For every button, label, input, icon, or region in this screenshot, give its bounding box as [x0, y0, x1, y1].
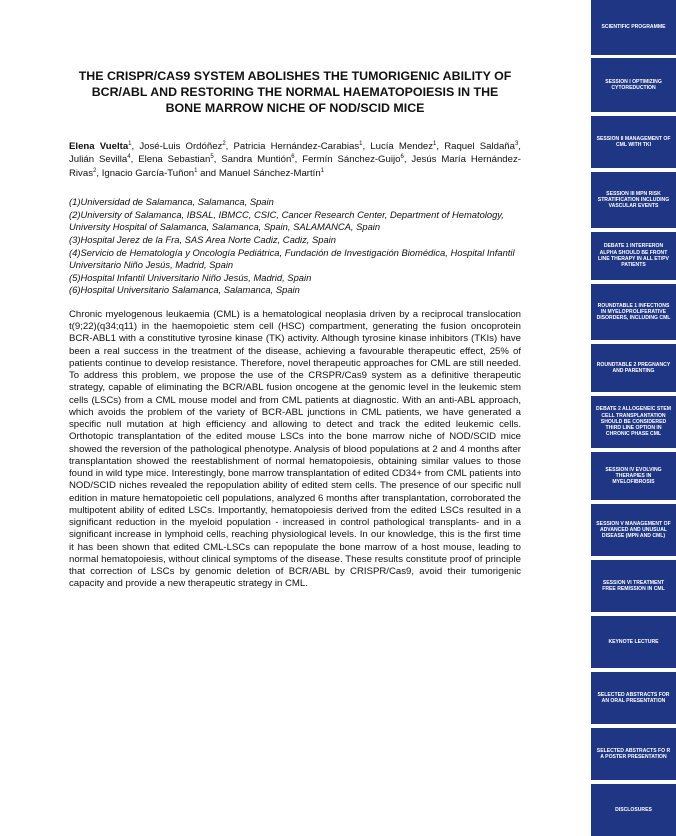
author-affiliation-number: 6 [291, 154, 295, 161]
nav-item-label: SESSION V MANAGEMENT OF ADVANCED AND UNUSUAL DISEASE (MPN AND CML) [596, 520, 671, 540]
author-separator: , [403, 154, 412, 166]
article [69, 68, 521, 591]
abstract-text: Chronic myelogenous leukaemia (CML) is a hematological neoplasia driven by a reciprocal translocation t(9;22)(q34;q11) in the haemopoietic stem cell (HSC) compartment, generating the fusion oncoprotein BCR-ABL1 with a constitutive tyrosine kinase (TK) activity. Although tyrosine kinase inhibitors (TKIs) have been a real success in the treatment of the disease, achieving a favourable therapeutic effect, 25% of patients continue to develop resistance. Therefore, novel therapeutic approaches for CML are still needed. To address this problem, we propose the use of the CRSPR/Cas9 system as a definitive therapeutic strategy, capable of eliminating the BCR/ABL fusion oncogene at the genomic level in the leukemic stem cells (LSCs) from a CML mouse model and from CML patients at diagnostic. With an anti-ABL approach, which avoids the problem of the variety of BCR-ABL junctions in CML patients, we have generated a specific null mutation at high efficiency and allowing to detect and track the edited leukemic cells. Orthotopic transplantation of the edited mouse LSCs into the bone marrow niche of NOD/SCID mice showed the reversion of the pathological phenotype. Analysis of blood populations at 2 and 4 months after transplantation showed the reestablishment of normal hematopoiesis, obtaining similar values to those found in wild type mice. Interestingly, bone marrow transplantation of edited CD34+ from CML patients into NOD/SCID niches revealed the repopulation ability of edited stem cells. The presence of our specific null edition in mature hematopoietic cell populations, analyzed 6 months after transplantation, corroborated the multipotent ability of edited LSCs. Importantly, hematopoiesis derived from the edited LSCs resulted in a significant reduction in the myeloid population - increased in control pathological transplants- and in a significant increase in lymphoid cells, reaching physiological levels. In our knowledge, this is the first time it has been shown that edited CML-LSCs can repopulate the bone marrow of a host mouse, leading to normal hematopoiesis, without clinical symptoms of the disease. These results constitute proof of principle that correction of LSCs by genomic deletion of BCR/ABL by CRISPR/Cas9, avoid their tumorigenic capacity and provide a new therapeutic strategy in CML. [69, 308, 521, 590]
author [219, 168, 324, 179]
nav-item-label: ROUNDTABLE 1 INFECTIONS IN MYELOPROLIFERATIVE DISORDERS, INCLUDING CML [596, 302, 671, 322]
nav-item-keynote-lecture[interactable] [591, 616, 676, 668]
author [221, 154, 294, 165]
author-name: Jesús María Hernández-Rivas [69, 154, 521, 179]
author-affiliation-number: 4 [127, 154, 131, 161]
nav-item-label: SESSION II MANAGEMENT OF CML WITH TKI [596, 135, 671, 148]
nav-item-session-iii-mpn-risk-stratification-including-vascular-events[interactable] [591, 172, 676, 228]
author-name: Fermín Sánchez-Guijo [302, 154, 401, 166]
author-name: Patricia Hernández-Carabias [233, 141, 360, 152]
author-name: Elena Sebastian [138, 154, 211, 166]
nav-item-label: KEYNOTE LECTURE [608, 638, 659, 645]
nav-item-label: DISCLOSURES [615, 806, 652, 813]
article-title: THE CRISPR/CAS9 SYSTEM ABOLISHES THE TUMORIGENIC ABILITY OF BCR/ABL AND RESTORING THE NORMAL HAEMATOPOIESIS IN THE BONE MARROW NICHE OF NOD/SCID MICE [78, 69, 512, 115]
nav-item-roundtable-2-pregnancy-and-parenting[interactable] [591, 344, 676, 392]
author [139, 141, 225, 152]
nav-item-debate-2-allogeneic-stem-cell-transplantation-should-be-considered-third-line-option-in-chronic-phase-cml[interactable] [591, 396, 676, 448]
author-separator: , [130, 154, 139, 166]
author-separator: , [294, 154, 303, 166]
author [233, 141, 362, 152]
nav-item-roundtable-1-infections-in-myeloproliferative-disorders-including-cml[interactable] [591, 284, 676, 340]
author-affiliation-number: 1 [320, 167, 325, 174]
author-affiliation-number: 2 [93, 167, 97, 174]
affiliation: (4)Servicio de Hematología y Oncología Pediátrica, Fundación de Investigación Biomédica, Hospital Infantil Universitario Niño Jesús, Madrid, Spain [69, 246, 515, 271]
author [69, 141, 132, 152]
author-separator: , [362, 141, 371, 152]
author [370, 141, 436, 152]
author-separator: , [518, 141, 521, 152]
author-affiliation-number: 1 [359, 140, 363, 147]
author-name: Manuel Sánchez-Martín [218, 167, 321, 179]
author [69, 154, 131, 165]
nav-item-session-iv-evolving-therapies-in-myelofibrosis[interactable] [591, 452, 676, 500]
nav-item-debate-1-interferon-alpha-should-be-front-line-therapy-in-all-et-pv-patients[interactable] [591, 232, 676, 280]
nav-item-session-i-optimizing-cytoreduction[interactable] [591, 58, 676, 112]
author-affiliation-number: 1 [433, 140, 437, 147]
author-separator: , [213, 154, 222, 166]
author-separator: , [131, 141, 140, 152]
author-separator: , [96, 167, 102, 179]
nav-item-scientific-programme[interactable] [591, 0, 676, 55]
nav-item-label: DEBATE 1 INTERFERON ALPHA SHOULD BE FRONT LINE THERAPY IN ALL ET/PV PATIENTS [598, 243, 669, 269]
author-name: José-Luis Ordóñez [139, 141, 223, 152]
author-affiliation-number: 2 [222, 140, 226, 147]
author-name: Sandra Muntión [221, 154, 292, 166]
author-name: Elena Vuelta [69, 141, 129, 152]
author-separator: and [197, 167, 219, 179]
author [138, 154, 213, 165]
affiliation-list [69, 196, 521, 297]
nav-item-label: SESSION I OPTIMIZING CYTOREDUCTION [605, 78, 662, 91]
nav-item-selected-abstracts-fo-r-a-poster-presentation[interactable] [591, 728, 676, 780]
author-name: Julián Sevilla [69, 154, 128, 166]
nav-item-session-v-management-of-advanced-and-unusual-disease-mpn-and-cml[interactable] [591, 504, 676, 556]
affiliation: (2)University of Salamanca, IBSAL, IBMCC, CSIC, Cancer Research Center, Department of Hematology, University Hospital of Salamanca, Salamanca, Spain, SALAMANCA, Spain [69, 208, 504, 233]
author-name: Lucía Mendez [370, 141, 434, 152]
author-affiliation-number: 1 [128, 140, 132, 147]
session-navigation [591, 0, 676, 836]
nav-item-label: SELECTED ABSTRACTS FOR AN ORAL PRESENTATION [597, 691, 670, 704]
affiliation: (5)Hospital Infantil Universitario Niño Jesús, Madrid, Spain [69, 271, 312, 283]
nav-item-label: DEBATE 2 ALLOGENEIC STEM CELL TRANSPLANTATION SHOULD BE CONSIDERED THIRD LINE OPTION IN CHRONIC PHASE CML [596, 406, 671, 438]
author [302, 154, 404, 165]
author-separator: , [436, 141, 445, 152]
affiliation: (1)Universidad de Salamanca, Salamanca, Spain [69, 196, 274, 208]
author-affiliation-number: 5 [210, 154, 214, 161]
author [102, 168, 198, 179]
nav-item-label: SCIENTIFIC PROGRAMME [601, 24, 666, 31]
author-separator: , [225, 141, 234, 152]
affiliation: (3)Hospital Jerez de la Fra, SAS Area Norte Cadiz, Cadiz, Spain [69, 234, 336, 245]
author-affiliation-number: 1 [194, 167, 198, 174]
nav-item-disclosures[interactable] [591, 784, 676, 836]
author-affiliation-number: 6 [400, 154, 404, 161]
nav-item-label: ROUNDTABLE 2 PREGNANCY AND PARENTING [596, 361, 671, 374]
author-name: Raquel Saldaña [444, 141, 515, 152]
nav-item-session-ii-management-of-cml-with-tki[interactable] [591, 116, 676, 168]
nav-item-label: SESSION III MPN RISK STRATIFICATION INCLUDING VASCULAR EVENTS [597, 190, 670, 210]
nav-item-session-vi-treatment-free-remission-in-cml[interactable] [591, 560, 676, 612]
author-affiliation-number: 3 [514, 140, 519, 147]
author [444, 141, 518, 152]
nav-item-label: SESSION IV EVOLVING THERAPIES IN MYELOFIBROSIS [605, 466, 662, 486]
author-name: Ignacio García-Tuñon [101, 167, 195, 179]
nav-item-label: SESSION VI TREATMENT FREE REMISSION IN CML [602, 579, 665, 592]
nav-item-label: SELECTED ABSTRACTS FO R A POSTER PRESENTATION [596, 747, 671, 760]
nav-item-selected-abstracts-for-an-oral-presentation[interactable] [591, 672, 676, 724]
author-list [69, 140, 521, 180]
affiliation: (6)Hospital Universitario Salamanca, Salamanca, Spain [69, 284, 300, 296]
